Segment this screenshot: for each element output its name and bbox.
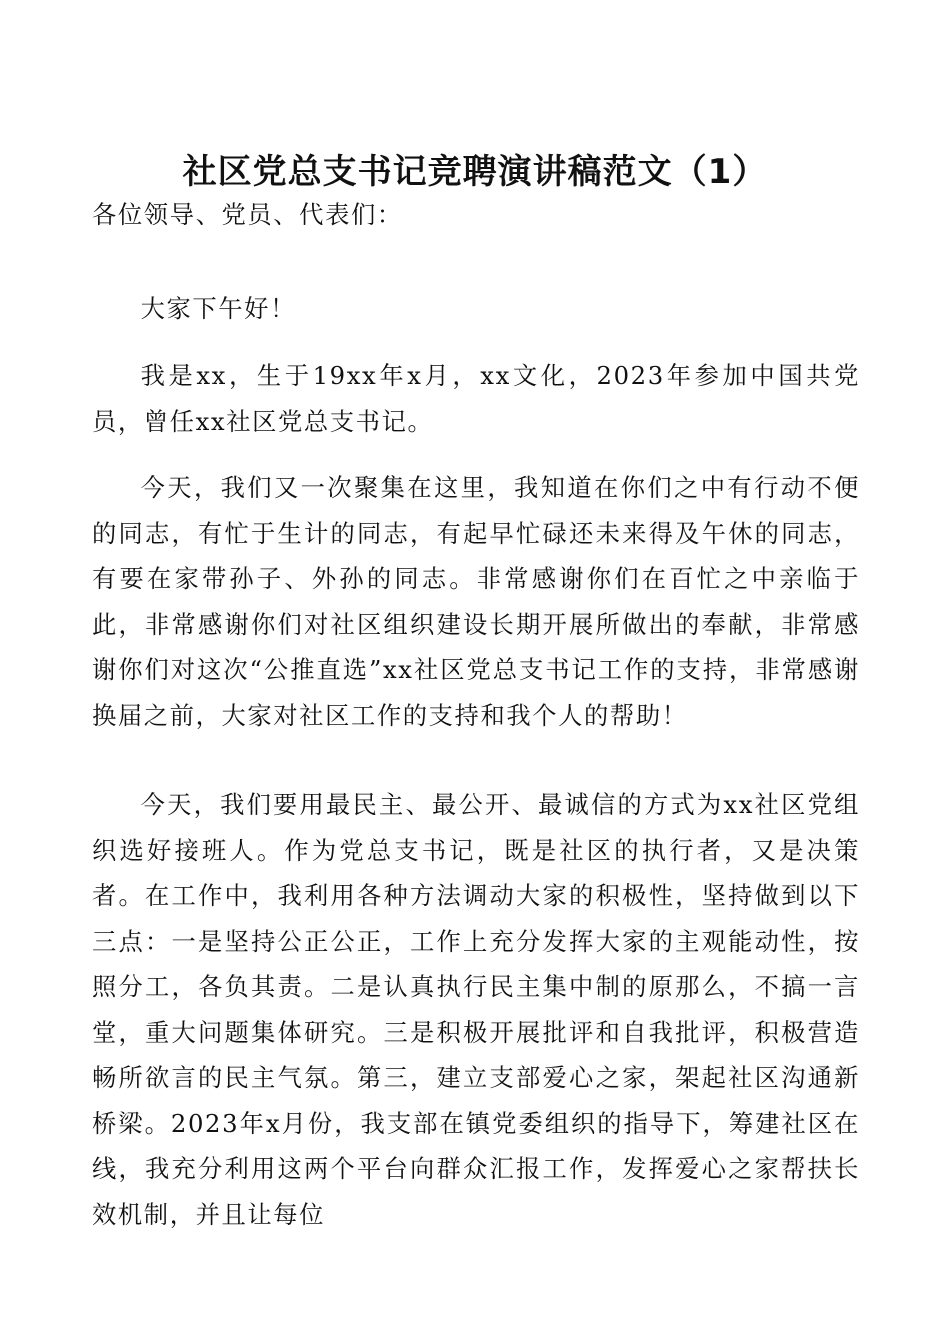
- paragraph-greeting: 大家下午好！: [140, 294, 296, 323]
- paragraph-introduction: 我是xx，生于19xx年x月，xx文化，2023年参加中国共党员，曾任xx社区党总支书记。: [92, 361, 860, 436]
- salutation: 各位领导、党员、代表们：: [92, 200, 403, 229]
- paragraph-thanks: 今天，我们又一次聚集在这里，我知道在你们之中有行动不便的同志，有忙于生计的同志，有起早忙碌还未来得及午休的同志，有要在家带孙子、外孙的同志。非常感谢你们在百忙之中亲临于此，非常感谢你们对社区组织建设长期开展所做出的奉献，非常感谢你们对这次“公推直选”xx社区党总支书记工作的支持，非常感谢换届之前，大家对社区工作的支持和我个人的帮助！: [92, 473, 860, 730]
- paragraph-work-summary: 今天，我们要用最民主、最公开、最诚信的方式为xx社区党组织选好接班人。作为党总支书记，既是社区的执行者，又是决策者。在工作中，我利用各种方法调动大家的积极性，坚持做到以下三点：一是坚持公正公正，工作上充分发挥大家的主观能动性，按照分工，各负其责。二是认真执行民主集中制的原那么，不搞一言堂，重大问题集体研究。三是积极开展批评和自我批评，积极营造畅所欲言的民主气氛。第三，建立支部爱心之家，架起社区沟通新桥梁。2023年x月份，我支部在镇党委组织的指导下，筹建社区在线，我充分利用这两个平台向群众汇报工作，发挥爱心之家帮扶长效机制，并且让每位: [92, 790, 860, 1229]
- document-title: 社区党总支书记竞聘演讲稿范文（1）: [182, 152, 768, 192]
